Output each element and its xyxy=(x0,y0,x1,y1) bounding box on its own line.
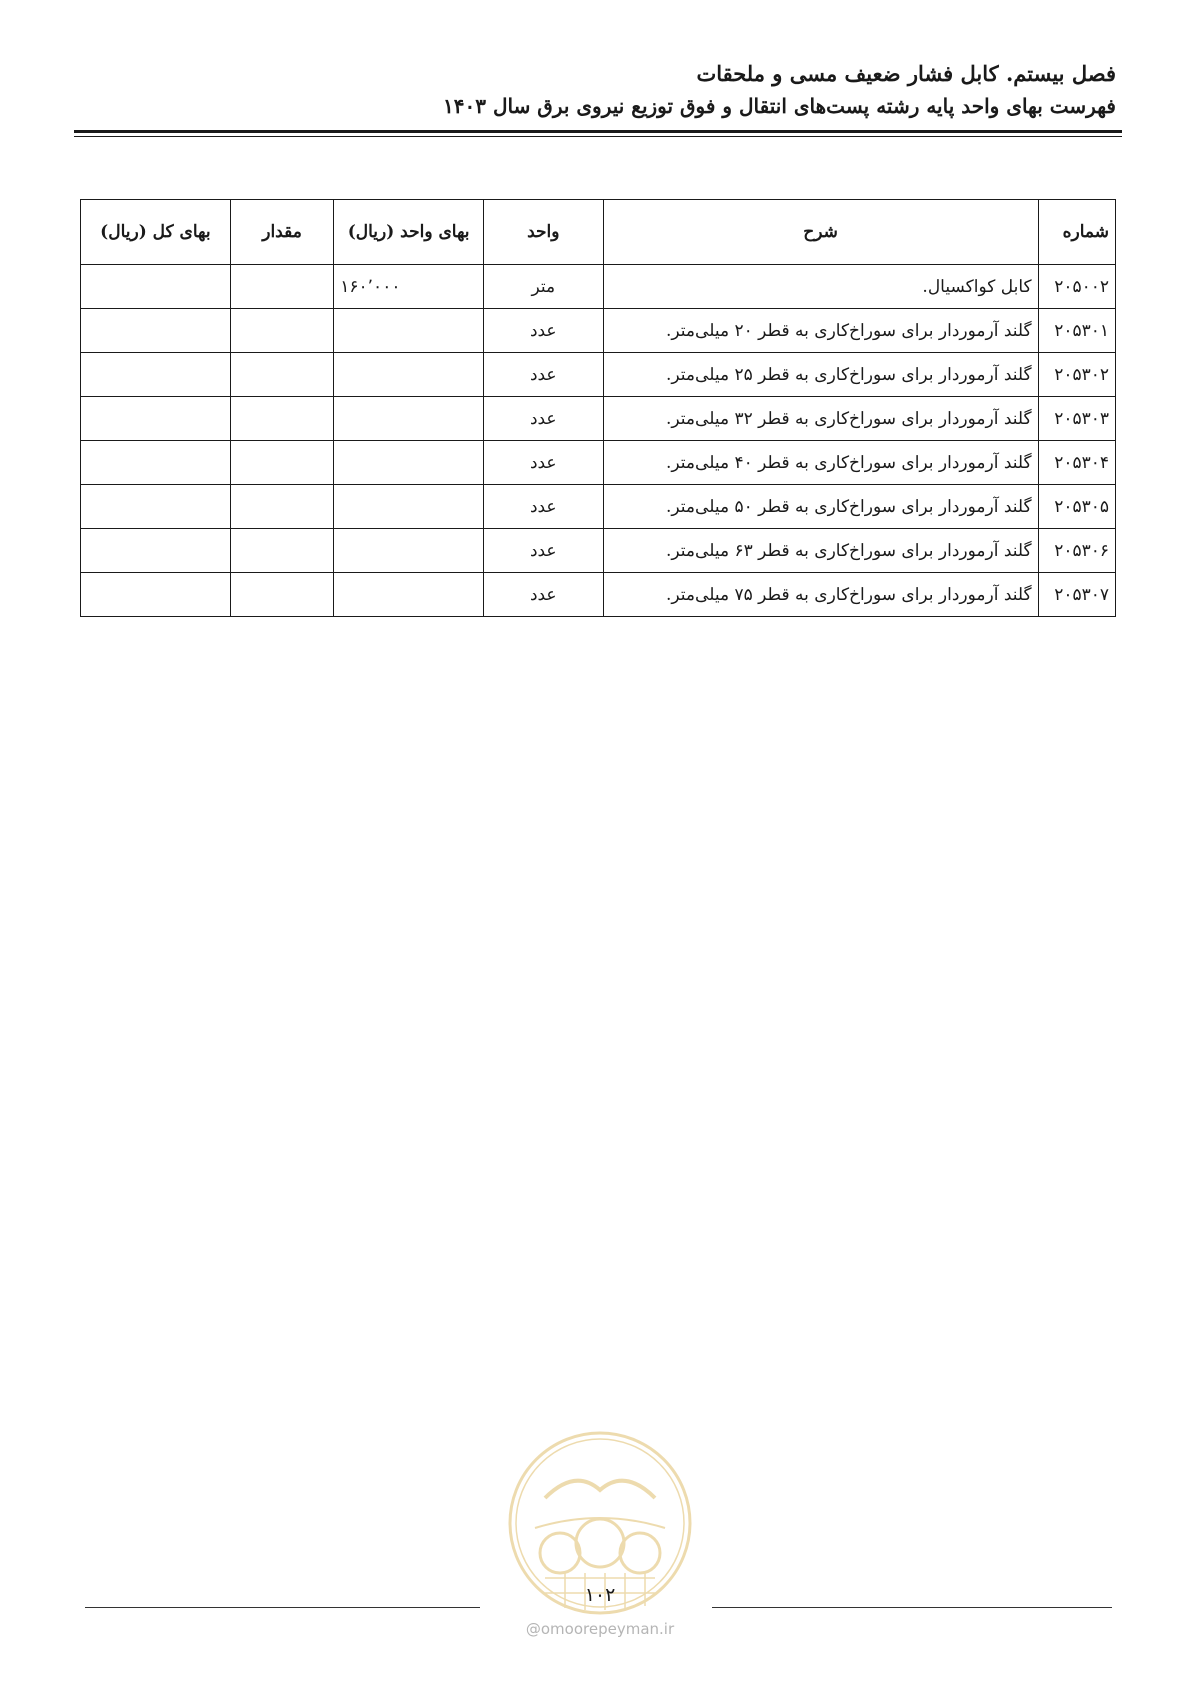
table-row xyxy=(81,485,1116,529)
row-unit: عدد xyxy=(483,485,603,529)
row-total-price xyxy=(81,529,231,573)
row-description: کابل کواکسیال. xyxy=(603,265,1038,309)
row-quantity xyxy=(230,441,334,485)
table-row xyxy=(81,529,1116,573)
row-quantity xyxy=(230,309,334,353)
header-quantity: مقدار xyxy=(230,200,334,265)
row-number: ۲۰۵۳۰۴ xyxy=(1038,441,1115,485)
row-number: ۲۰۵۳۰۳ xyxy=(1038,397,1115,441)
row-unit-price: ۱۶۰٬۰۰۰ xyxy=(334,265,484,309)
row-unit: عدد xyxy=(483,529,603,573)
header-unit: واحد xyxy=(483,200,603,265)
row-description: گلند آرموردار برای سوراخ‌کاری به قطر ۳۲ میلی‌متر. xyxy=(603,397,1038,441)
row-unit: عدد xyxy=(483,397,603,441)
row-unit-price xyxy=(334,573,484,617)
price-list-title: فهرست بهای واحد پایه رشته پست‌های انتقال و فوق توزیع نیروی برق سال ۱۴۰۳ xyxy=(443,94,1116,118)
row-total-price xyxy=(81,485,231,529)
table-row xyxy=(81,353,1116,397)
page-number: ۱۰۲ xyxy=(584,1584,616,1606)
table-row xyxy=(81,573,1116,617)
row-number: ۲۰۵۳۰۶ xyxy=(1038,529,1115,573)
row-number: ۲۰۵۰۰۲ xyxy=(1038,265,1115,309)
row-unit-price xyxy=(334,485,484,529)
table-header-row xyxy=(81,200,1116,265)
footer-rule-right xyxy=(712,1607,1112,1608)
row-number: ۲۰۵۳۰۷ xyxy=(1038,573,1115,617)
header-number: شماره xyxy=(1038,200,1115,265)
chapter-title: فصل بیستم. کابل فشار ضعیف مسی و ملحقات xyxy=(696,61,1116,86)
row-description: گلند آرموردار برای سوراخ‌کاری به قطر ۲۰ میلی‌متر. xyxy=(603,309,1038,353)
header-unit-price: بهای واحد (ریال) xyxy=(334,200,484,265)
row-unit: عدد xyxy=(483,441,603,485)
row-description: گلند آرموردار برای سوراخ‌کاری به قطر ۲۵ میلی‌متر. xyxy=(603,353,1038,397)
header-description: شرح xyxy=(603,200,1038,265)
row-unit-price xyxy=(334,441,484,485)
row-quantity xyxy=(230,485,334,529)
table-row xyxy=(81,309,1116,353)
row-total-price xyxy=(81,573,231,617)
footer-rule-left xyxy=(85,1607,480,1608)
table-row xyxy=(81,441,1116,485)
row-unit-price xyxy=(334,309,484,353)
row-quantity xyxy=(230,573,334,617)
row-number: ۲۰۵۳۰۲ xyxy=(1038,353,1115,397)
table-row xyxy=(81,265,1116,309)
row-unit: عدد xyxy=(483,573,603,617)
row-total-price xyxy=(81,441,231,485)
row-description: گلند آرموردار برای سوراخ‌کاری به قطر ۶۳ میلی‌متر. xyxy=(603,529,1038,573)
table-row xyxy=(81,397,1116,441)
row-total-price xyxy=(81,353,231,397)
row-unit-price xyxy=(334,353,484,397)
row-unit-price xyxy=(334,529,484,573)
row-number: ۲۰۵۳۰۱ xyxy=(1038,309,1115,353)
row-quantity xyxy=(230,353,334,397)
row-quantity xyxy=(230,265,334,309)
website-watermark: @omoorepeyman.ir xyxy=(525,1620,675,1638)
row-description: گلند آرموردار برای سوراخ‌کاری به قطر ۵۰ میلی‌متر. xyxy=(603,485,1038,529)
price-table xyxy=(80,199,1116,617)
header-rule-thin xyxy=(74,136,1122,137)
row-total-price xyxy=(81,397,231,441)
header-total-price: بهای کل (ریال) xyxy=(81,200,231,265)
row-description: گلند آرموردار برای سوراخ‌کاری به قطر ۷۵ میلی‌متر. xyxy=(603,573,1038,617)
row-total-price xyxy=(81,265,231,309)
page-header xyxy=(66,58,1116,122)
row-number: ۲۰۵۳۰۵ xyxy=(1038,485,1115,529)
row-unit-price xyxy=(334,397,484,441)
row-unit: عدد xyxy=(483,353,603,397)
row-unit: عدد xyxy=(483,309,603,353)
row-description: گلند آرموردار برای سوراخ‌کاری به قطر ۴۰ میلی‌متر. xyxy=(603,441,1038,485)
row-total-price xyxy=(81,309,231,353)
row-quantity xyxy=(230,397,334,441)
header-rule-thick xyxy=(74,130,1122,133)
row-unit: متر xyxy=(483,265,603,309)
row-quantity xyxy=(230,529,334,573)
